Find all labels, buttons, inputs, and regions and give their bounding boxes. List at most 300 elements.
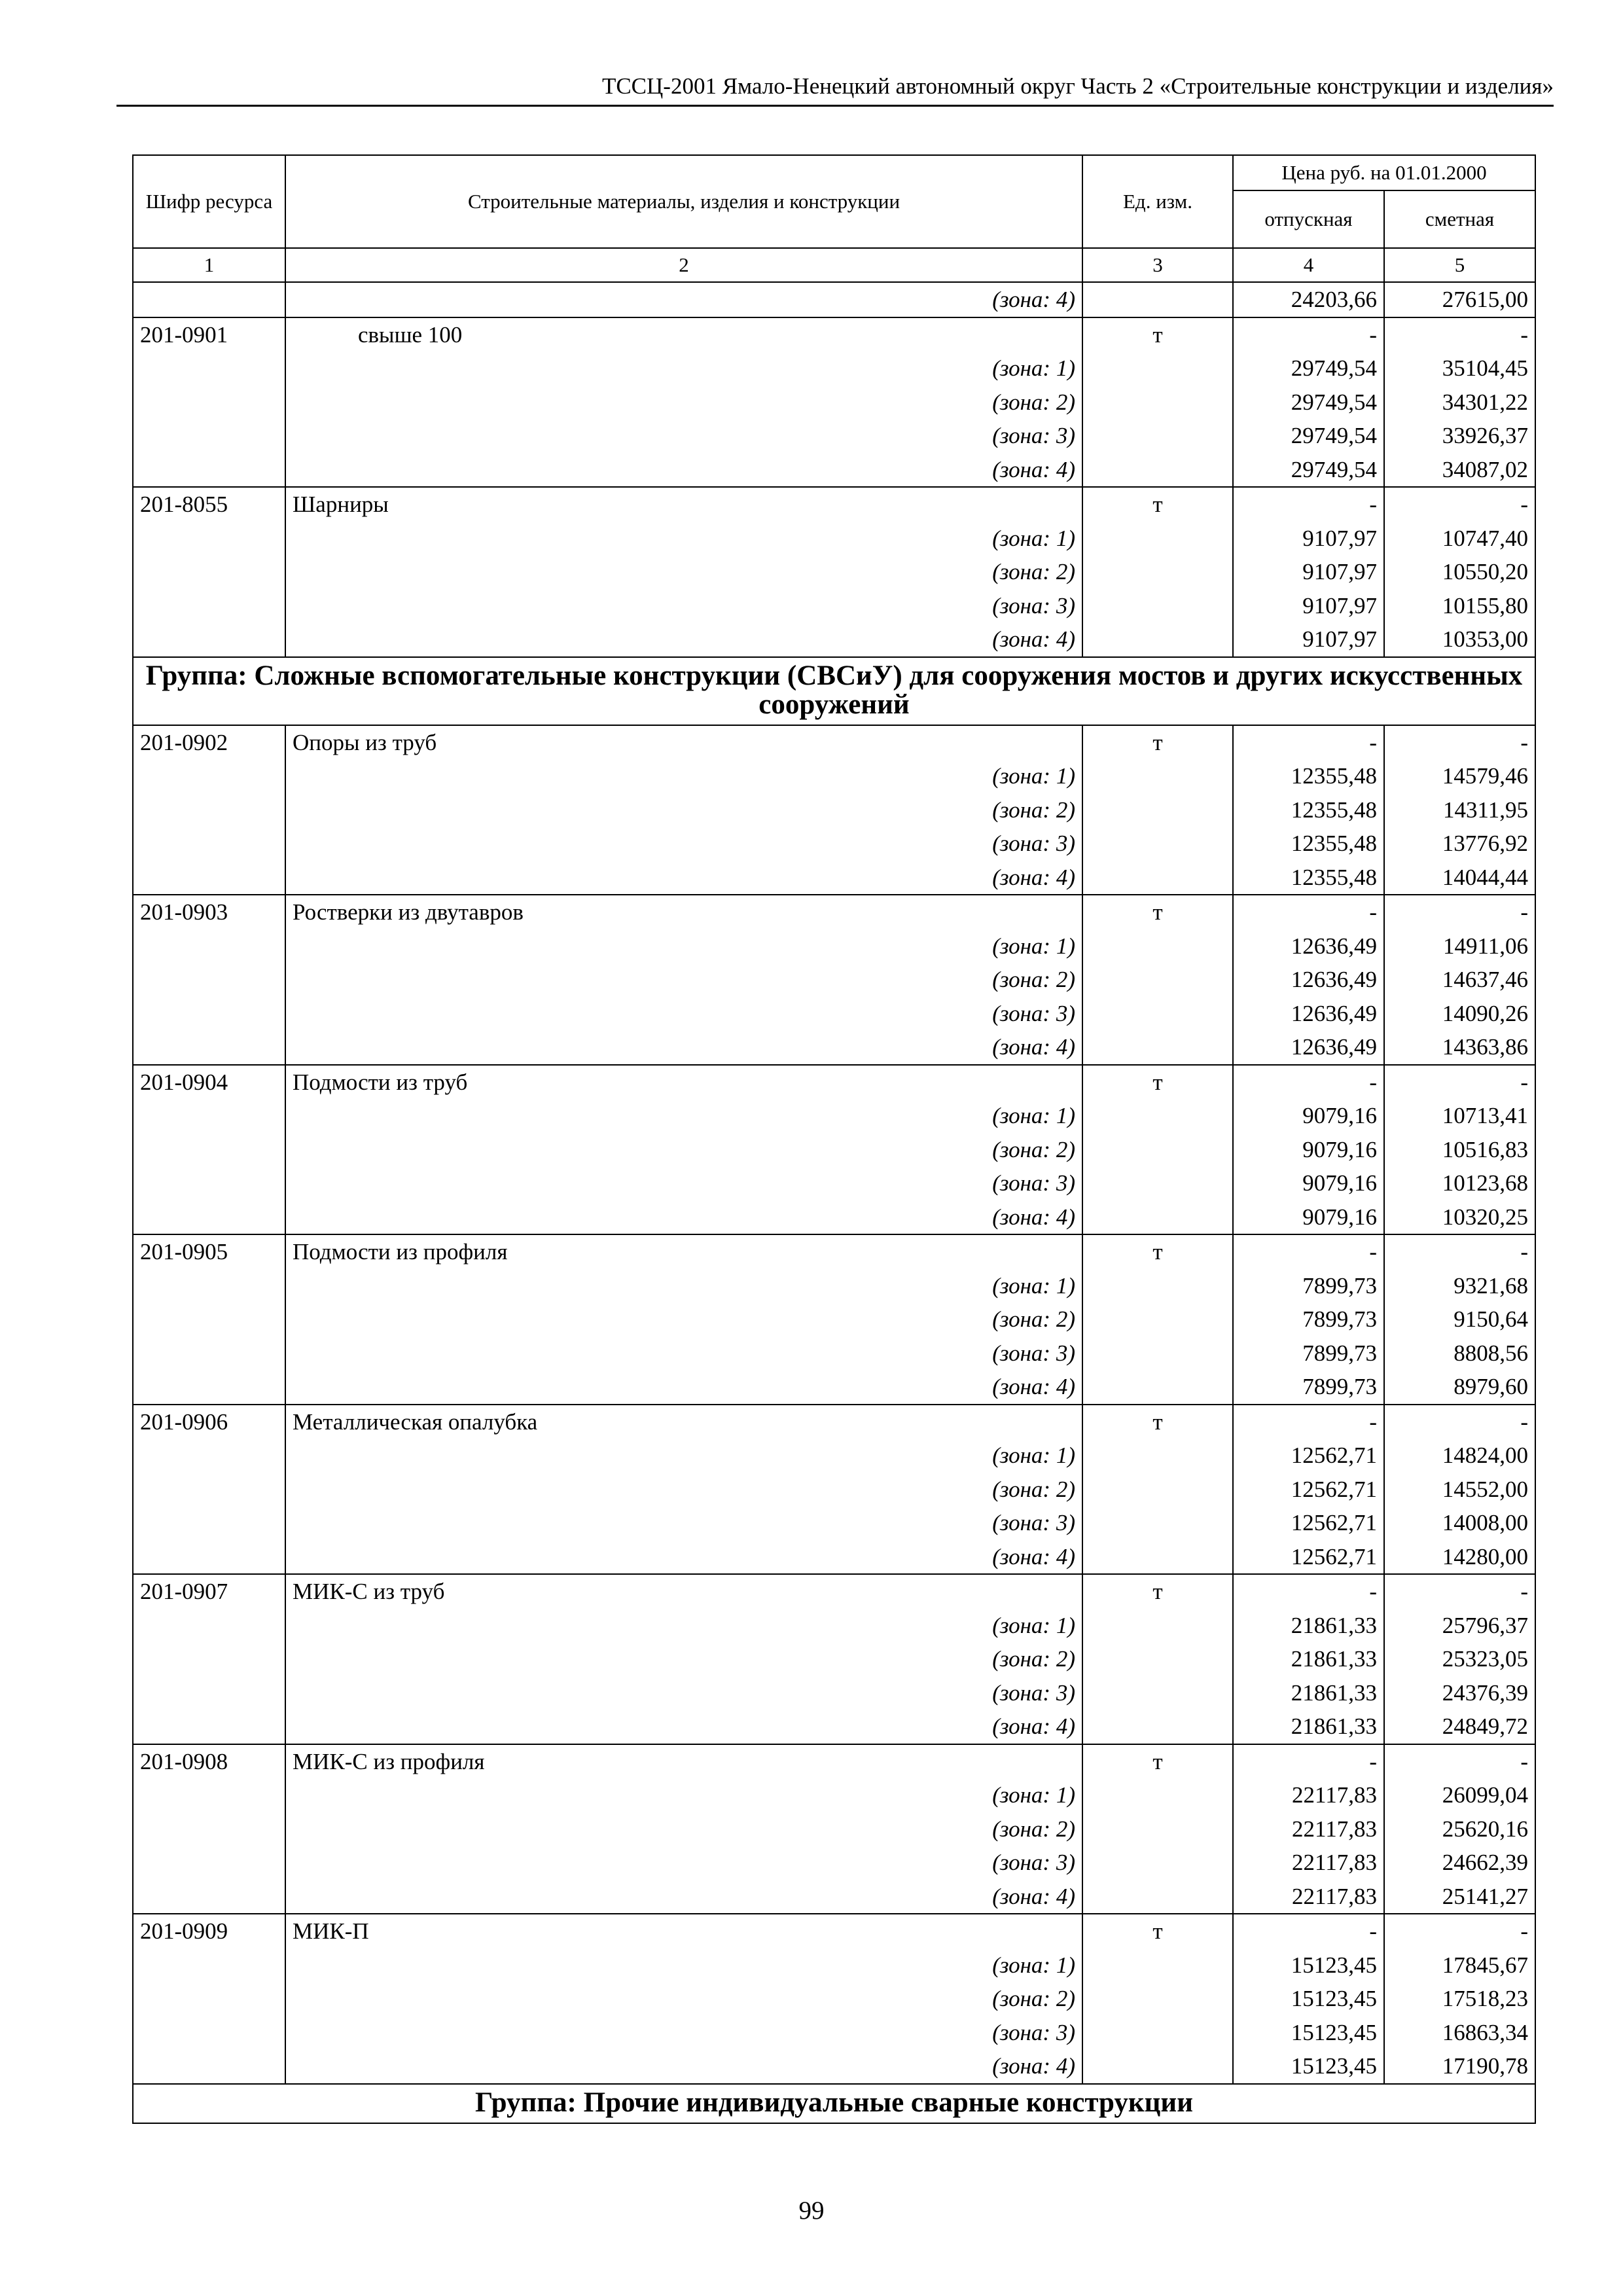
zone-row	[133, 1099, 1535, 1133]
col-number-5: 5	[1384, 248, 1535, 282]
release-price: 9107,97	[1233, 522, 1384, 556]
resource-code: 201-8055	[133, 487, 285, 522]
zone-label: (зона: 3)	[285, 589, 1082, 623]
release-price: 12355,48	[1233, 793, 1384, 827]
zone-row	[133, 1778, 1535, 1812]
zone-row	[133, 2016, 1535, 2050]
unit-cell	[1082, 282, 1233, 317]
release-price: 29749,54	[1233, 419, 1384, 453]
zone-label: (зона: 3)	[285, 997, 1082, 1031]
zone-label: (зона: 3)	[285, 1166, 1082, 1200]
estimate-price: 17190,78	[1384, 2049, 1535, 2084]
release-price: 9107,97	[1233, 589, 1384, 623]
estimate-price: 10320,25	[1384, 1200, 1535, 1235]
release-price: 15123,45	[1233, 2049, 1384, 2084]
estimate-price: 35104,45	[1384, 351, 1535, 386]
header-rule	[116, 105, 1554, 107]
release-price: 9107,97	[1233, 622, 1384, 657]
resource-code	[133, 1540, 285, 1575]
unit-cell	[1082, 1778, 1233, 1812]
release-price: 22117,83	[1233, 1846, 1384, 1880]
release-price: 29749,54	[1233, 386, 1384, 420]
group-heading-row	[133, 2084, 1535, 2123]
zone-row	[133, 1030, 1535, 1065]
release-price: 9079,16	[1233, 1099, 1384, 1133]
unit-cell	[1082, 2016, 1233, 2050]
unit-cell: т	[1082, 1744, 1233, 1779]
item-name: МИК-С из профиля	[285, 1744, 1082, 1779]
item-row	[133, 487, 1535, 522]
release-price: 22117,83	[1233, 1778, 1384, 1812]
zone-label: (зона: 1)	[285, 1439, 1082, 1473]
estimate-price: -	[1384, 317, 1535, 352]
release-price: -	[1233, 1574, 1384, 1609]
estimate-price: -	[1384, 1065, 1535, 1100]
item-row	[133, 895, 1535, 929]
unit-cell	[1082, 522, 1233, 556]
resource-code	[133, 1099, 285, 1133]
estimate-price: -	[1384, 725, 1535, 760]
zone-label: (зона: 1)	[285, 759, 1082, 793]
unit-cell	[1082, 997, 1233, 1031]
resource-code	[133, 861, 285, 895]
resource-code: 201-0904	[133, 1065, 285, 1100]
zone-label: (зона: 1)	[285, 1948, 1082, 1982]
release-price: -	[1233, 895, 1384, 929]
release-price: 7899,73	[1233, 1370, 1384, 1405]
zone-row	[133, 1540, 1535, 1575]
estimate-price: 14008,00	[1384, 1506, 1535, 1540]
zone-row	[133, 1642, 1535, 1676]
zone-row	[133, 861, 1535, 895]
zone-row	[133, 1302, 1535, 1336]
estimate-price: 10713,41	[1384, 1099, 1535, 1133]
zone-row	[133, 1370, 1535, 1405]
zone-row	[133, 1982, 1535, 2016]
resource-code	[133, 522, 285, 556]
zone-row	[133, 351, 1535, 386]
item-row	[133, 1405, 1535, 1439]
release-price: 22117,83	[1233, 1812, 1384, 1846]
zone-row	[133, 1473, 1535, 1507]
zone-label: (зона: 1)	[285, 929, 1082, 963]
zone-label: (зона: 1)	[285, 1778, 1082, 1812]
estimate-price: 17845,67	[1384, 1948, 1535, 1982]
zone-label: (зона: 2)	[285, 1133, 1082, 1167]
item-row	[133, 1234, 1535, 1269]
release-price: 21861,33	[1233, 1676, 1384, 1710]
item-name: Шарниры	[285, 487, 1082, 522]
item-name: свыше 100	[285, 317, 1082, 352]
zone-label: (зона: 2)	[285, 386, 1082, 420]
estimate-price: 14579,46	[1384, 759, 1535, 793]
release-price: -	[1233, 1914, 1384, 1948]
zone-label: (зона: 4)	[285, 1030, 1082, 1065]
unit-cell	[1082, 419, 1233, 453]
estimate-price: 27615,00	[1384, 282, 1535, 317]
resource-code	[133, 453, 285, 488]
zone-row	[133, 1200, 1535, 1235]
unit-cell	[1082, 351, 1233, 386]
zone-label: (зона: 3)	[285, 827, 1082, 861]
resource-code: 201-0906	[133, 1405, 285, 1439]
zone-row	[133, 997, 1535, 1031]
item-row	[133, 725, 1535, 760]
estimate-price: 9321,68	[1384, 1269, 1535, 1303]
unit-cell: т	[1082, 1914, 1233, 1948]
resource-code	[133, 1506, 285, 1540]
resource-code	[133, 1982, 285, 2016]
unit-cell: т	[1082, 1065, 1233, 1100]
col-number-4: 4	[1233, 248, 1384, 282]
zone-label: (зона: 4)	[285, 861, 1082, 895]
estimate-price: -	[1384, 895, 1535, 929]
resource-code	[133, 1336, 285, 1371]
resource-code	[133, 622, 285, 657]
zone-row	[133, 1812, 1535, 1846]
running-header: ТССЦ-2001 Ямало-Ненецкий автономный округ Часть 2 «Строительные конструкции и изделия»	[601, 73, 1554, 99]
release-price: 7899,73	[1233, 1269, 1384, 1303]
unit-cell	[1082, 963, 1233, 997]
zone-label: (зона: 3)	[285, 2016, 1082, 2050]
release-price: 12562,71	[1233, 1473, 1384, 1507]
estimate-price: 24662,39	[1384, 1846, 1535, 1880]
release-price: 12636,49	[1233, 963, 1384, 997]
release-price: 12636,49	[1233, 929, 1384, 963]
zone-row	[133, 419, 1535, 453]
unit-cell	[1082, 861, 1233, 895]
estimate-price: 34301,22	[1384, 386, 1535, 420]
estimate-price: 14552,00	[1384, 1473, 1535, 1507]
price-table	[132, 154, 1536, 2124]
zone-row	[133, 2049, 1535, 2084]
resource-code	[133, 997, 285, 1031]
resource-code	[133, 1880, 285, 1914]
zone-label: (зона: 1)	[285, 1099, 1082, 1133]
estimate-price: 8979,60	[1384, 1370, 1535, 1405]
release-price: 12355,48	[1233, 759, 1384, 793]
zone-row	[133, 622, 1535, 657]
resource-code	[133, 1439, 285, 1473]
item-name: Опоры из труб	[285, 725, 1082, 760]
unit-cell	[1082, 1812, 1233, 1846]
zone-row	[133, 1948, 1535, 1982]
zone-label: (зона: 4)	[285, 282, 1082, 317]
release-price: 15123,45	[1233, 1982, 1384, 2016]
zone-label: (зона: 3)	[285, 1336, 1082, 1371]
unit-cell	[1082, 1609, 1233, 1643]
resource-code	[133, 793, 285, 827]
estimate-price: 14363,86	[1384, 1030, 1535, 1065]
release-price: 12562,71	[1233, 1506, 1384, 1540]
resource-code	[133, 1473, 285, 1507]
unit-cell	[1082, 929, 1233, 963]
estimate-price: 14637,46	[1384, 963, 1535, 997]
col-header-code: Шифр ресурса	[133, 155, 285, 248]
estimate-price: 10747,40	[1384, 522, 1535, 556]
release-price: 12562,71	[1233, 1540, 1384, 1575]
zone-label: (зона: 2)	[285, 1642, 1082, 1676]
estimate-price: 24376,39	[1384, 1676, 1535, 1710]
item-name: Подмости из профиля	[285, 1234, 1082, 1269]
resource-code	[133, 2016, 285, 2050]
estimate-price: 14311,95	[1384, 793, 1535, 827]
zone-row	[133, 522, 1535, 556]
zone-label: (зона: 4)	[285, 1200, 1082, 1235]
unit-cell	[1082, 1676, 1233, 1710]
zone-row	[133, 1609, 1535, 1643]
resource-code	[133, 1948, 285, 1982]
zone-label: (зона: 4)	[285, 2049, 1082, 2084]
unit-cell	[1082, 589, 1233, 623]
unit-cell	[1082, 1166, 1233, 1200]
unit-cell	[1082, 793, 1233, 827]
zone-label: (зона: 2)	[285, 1982, 1082, 2016]
zone-label: (зона: 4)	[285, 1880, 1082, 1914]
page-number: 99	[798, 2197, 825, 2225]
zone-label: (зона: 2)	[285, 1302, 1082, 1336]
unit-cell	[1082, 1099, 1233, 1133]
estimate-price: -	[1384, 1234, 1535, 1269]
estimate-price: 25141,27	[1384, 1880, 1535, 1914]
zone-label: (зона: 1)	[285, 351, 1082, 386]
estimate-price: -	[1384, 1405, 1535, 1439]
zone-label: (зона: 3)	[285, 1846, 1082, 1880]
zone-label: (зона: 2)	[285, 1812, 1082, 1846]
release-price: 15123,45	[1233, 2016, 1384, 2050]
estimate-price: -	[1384, 487, 1535, 522]
estimate-price: 25796,37	[1384, 1609, 1535, 1643]
item-name: МИК-С из труб	[285, 1574, 1082, 1609]
col-header-name: Строительные материалы, изделия и конструкции	[285, 155, 1082, 248]
release-price: 24203,66	[1233, 282, 1384, 317]
zone-row	[133, 759, 1535, 793]
resource-code	[133, 759, 285, 793]
release-price: -	[1233, 725, 1384, 760]
col-header-price-group: Цена руб. на 01.01.2000	[1233, 155, 1535, 190]
item-name: Ростверки из двутавров	[285, 895, 1082, 929]
zone-label: (зона: 1)	[285, 1609, 1082, 1643]
unit-cell	[1082, 1133, 1233, 1167]
unit-cell	[1082, 1846, 1233, 1880]
unit-cell	[1082, 1269, 1233, 1303]
unit-cell	[1082, 2049, 1233, 2084]
estimate-price: 8808,56	[1384, 1336, 1535, 1371]
estimate-price: 10516,83	[1384, 1133, 1535, 1167]
resource-code	[133, 351, 285, 386]
release-price: -	[1233, 1065, 1384, 1100]
estimate-price: 10155,80	[1384, 589, 1535, 623]
release-price: 29749,54	[1233, 351, 1384, 386]
col-number-3: 3	[1082, 248, 1233, 282]
release-price: 7899,73	[1233, 1336, 1384, 1371]
resource-code: 201-0909	[133, 1914, 285, 1948]
resource-code	[133, 1846, 285, 1880]
zone-label: (зона: 2)	[285, 963, 1082, 997]
unit-cell: т	[1082, 1574, 1233, 1609]
zone-row	[133, 555, 1535, 589]
zone-row	[133, 1676, 1535, 1710]
resource-code: 201-0905	[133, 1234, 285, 1269]
unit-cell	[1082, 827, 1233, 861]
resource-code	[133, 1200, 285, 1235]
zone-label: (зона: 4)	[285, 453, 1082, 488]
release-price: 15123,45	[1233, 1948, 1384, 1982]
unit-cell	[1082, 1642, 1233, 1676]
resource-code	[133, 929, 285, 963]
item-row	[133, 317, 1535, 352]
resource-code: 201-0907	[133, 1574, 285, 1609]
estimate-price: 33926,37	[1384, 419, 1535, 453]
unit-cell	[1082, 1370, 1233, 1405]
zone-row	[133, 827, 1535, 861]
resource-code	[133, 589, 285, 623]
resource-code	[133, 282, 285, 317]
resource-code	[133, 419, 285, 453]
release-price: 9107,97	[1233, 555, 1384, 589]
estimate-price: -	[1384, 1914, 1535, 1948]
zone-row	[133, 386, 1535, 420]
resource-code: 201-0902	[133, 725, 285, 760]
release-price: 9079,16	[1233, 1166, 1384, 1200]
resource-code	[133, 963, 285, 997]
release-price: 21861,33	[1233, 1609, 1384, 1643]
resource-code	[133, 1269, 285, 1303]
unit-cell: т	[1082, 1405, 1233, 1439]
resource-code: 201-0903	[133, 895, 285, 929]
col-number-1: 1	[133, 248, 285, 282]
zone-label: (зона: 4)	[285, 1710, 1082, 1744]
estimate-price: 25323,05	[1384, 1642, 1535, 1676]
unit-cell: т	[1082, 725, 1233, 760]
resource-code	[133, 1609, 285, 1643]
item-name: Подмости из труб	[285, 1065, 1082, 1100]
resource-code	[133, 1642, 285, 1676]
zone-label: (зона: 1)	[285, 1269, 1082, 1303]
release-price: -	[1233, 317, 1384, 352]
estimate-price: 14824,00	[1384, 1439, 1535, 1473]
release-price: 12562,71	[1233, 1439, 1384, 1473]
col-header-unit: Ед. изм.	[1082, 155, 1233, 248]
estimate-price: -	[1384, 1574, 1535, 1609]
release-price: 21861,33	[1233, 1710, 1384, 1744]
release-price: 12355,48	[1233, 861, 1384, 895]
item-row	[133, 1065, 1535, 1100]
unit-cell	[1082, 1948, 1233, 1982]
col-header-estimate-price: сметная	[1384, 190, 1535, 248]
zone-row	[133, 1880, 1535, 1914]
group-heading-row	[133, 657, 1535, 725]
zone-row	[133, 589, 1535, 623]
resource-code: 201-0901	[133, 317, 285, 352]
release-price: 12636,49	[1233, 997, 1384, 1031]
resource-code: 201-0908	[133, 1744, 285, 1779]
group-title: Группа: Сложные вспомогательные конструкции (СВСиУ) для сооружения мостов и других искусственных сооружений	[133, 657, 1535, 725]
unit-cell	[1082, 1506, 1233, 1540]
item-row	[133, 1744, 1535, 1779]
unit-cell: т	[1082, 895, 1233, 929]
estimate-price: 10550,20	[1384, 555, 1535, 589]
unit-cell	[1082, 1439, 1233, 1473]
zone-label: (зона: 4)	[285, 1540, 1082, 1575]
zone-row	[133, 453, 1535, 488]
zone-row	[133, 282, 1535, 317]
resource-code	[133, 827, 285, 861]
zone-row	[133, 1506, 1535, 1540]
release-price: 12636,49	[1233, 1030, 1384, 1065]
zone-label: (зона: 3)	[285, 1506, 1082, 1540]
estimate-price: 13776,92	[1384, 827, 1535, 861]
resource-code	[133, 1166, 285, 1200]
zone-row	[133, 793, 1535, 827]
group-title: Группа: Прочие индивидуальные сварные конструкции	[133, 2084, 1535, 2123]
table-header	[133, 155, 1535, 282]
unit-cell	[1082, 453, 1233, 488]
unit-cell	[1082, 1710, 1233, 1744]
resource-code	[133, 2049, 285, 2084]
zone-row	[133, 1166, 1535, 1200]
unit-cell	[1082, 622, 1233, 657]
unit-cell: т	[1082, 317, 1233, 352]
zone-label: (зона: 2)	[285, 555, 1082, 589]
estimate-price: -	[1384, 1744, 1535, 1779]
resource-code	[133, 1778, 285, 1812]
zone-row	[133, 1133, 1535, 1167]
unit-cell	[1082, 555, 1233, 589]
unit-cell: т	[1082, 1234, 1233, 1269]
zone-label: (зона: 4)	[285, 1370, 1082, 1405]
resource-code	[133, 1676, 285, 1710]
estimate-price: 24849,72	[1384, 1710, 1535, 1744]
release-price: -	[1233, 1405, 1384, 1439]
unit-cell	[1082, 1880, 1233, 1914]
estimate-price: 10123,68	[1384, 1166, 1535, 1200]
unit-cell	[1082, 1336, 1233, 1371]
zone-row	[133, 963, 1535, 997]
zone-label: (зона: 1)	[285, 522, 1082, 556]
zone-row	[133, 1439, 1535, 1473]
release-price: -	[1233, 1744, 1384, 1779]
zone-row	[133, 1846, 1535, 1880]
table-body	[133, 282, 1535, 2123]
resource-code	[133, 555, 285, 589]
release-price: -	[1233, 1234, 1384, 1269]
unit-cell	[1082, 1540, 1233, 1575]
estimate-price: 17518,23	[1384, 1982, 1535, 2016]
unit-cell	[1082, 1302, 1233, 1336]
release-price: 9079,16	[1233, 1200, 1384, 1235]
zone-row	[133, 1710, 1535, 1744]
resource-code	[133, 1812, 285, 1846]
estimate-price: 10353,00	[1384, 622, 1535, 657]
resource-code	[133, 1370, 285, 1405]
zone-label: (зона: 4)	[285, 622, 1082, 657]
estimate-price: 14044,44	[1384, 861, 1535, 895]
unit-cell	[1082, 1030, 1233, 1065]
resource-code	[133, 1030, 285, 1065]
unit-cell	[1082, 1982, 1233, 2016]
release-price: 7899,73	[1233, 1302, 1384, 1336]
zone-label: (зона: 2)	[285, 793, 1082, 827]
item-name: МИК-П	[285, 1914, 1082, 1948]
resource-code	[133, 1710, 285, 1744]
release-price: 29749,54	[1233, 453, 1384, 488]
item-row	[133, 1574, 1535, 1609]
zone-row	[133, 929, 1535, 963]
zone-label: (зона: 2)	[285, 1473, 1082, 1507]
col-header-release-price: отпускная	[1233, 190, 1384, 248]
col-number-2: 2	[285, 248, 1082, 282]
